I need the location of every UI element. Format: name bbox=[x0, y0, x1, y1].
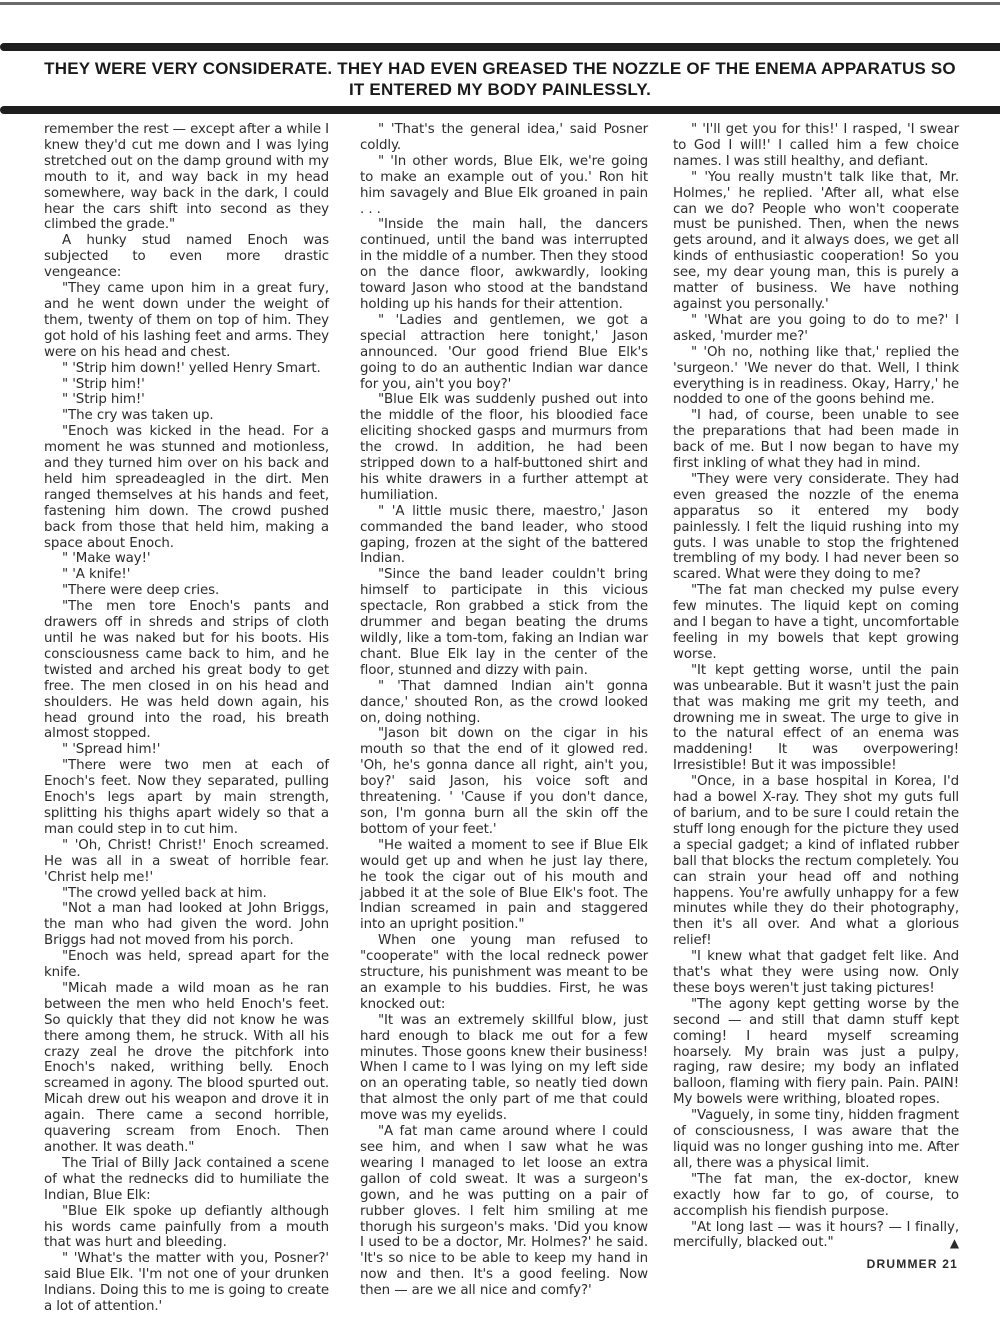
paragraph: " 'Ladies and gentlemen, we got a special attraction here tonight,' Jason announced. 'Our good friend Blue Elk's going to do an authentic Indian war dance for you, ain't you boy?' bbox=[360, 312, 648, 392]
page-folio: DRUMMER 21 bbox=[866, 1257, 958, 1271]
paragraph: " 'What are you going to do to me?' I asked, 'murder me?' bbox=[673, 312, 959, 344]
paragraph: " 'Oh, Christ! Christ!' Enoch screamed. He was all in a sweat of horrible fear. 'Christ help me!' bbox=[44, 837, 329, 885]
top-rule bbox=[0, 2, 1000, 5]
paragraph: "The men tore Enoch's pants and drawers off in shreds and strips of cloth until he was naked but for his boots. His consciousness came back to him, and he twisted and arched his great body to get free. The men closed in on his head and shoulders. He was held down again, his head ground into the road, his breath almost stopped. bbox=[44, 599, 329, 742]
paragraph: " 'A knife!' bbox=[62, 567, 131, 583]
paragraph: "They were very considerate. They had even greased the nozzle of the enema apparatus so it entered my body painlessly. I felt the liquid rushing into my guts. I was unable to stop the frightened trembling of my body. I had never been so scared. What were they doing to me? bbox=[673, 471, 959, 583]
paragraph: "There were deep cries. bbox=[62, 583, 220, 599]
paragraph: "I knew what that gadget felt like. And that's what they were using now. Only these boys weren't just taking pictures! bbox=[673, 949, 959, 996]
paragraph: "Once, in a base hospital in Korea, I'd had a bowel X-ray. They shot my guts full of barium, and to be sure I could retain the stuff long enough for the picture they used a special gadget; a kind of inflated rubber ball that blocks the rectum completely. You can strain your head off and nothing happens. You're awfully unhappy for a few minutes while they do their photography, then it's all over. And what a glorious relief! bbox=[673, 774, 959, 949]
text-column-2 bbox=[360, 122, 648, 1299]
text-column-1 bbox=[44, 122, 329, 1315]
paragraph: " 'You really mustn't talk like that, Mr. Holmes,' he replied. 'After all, what else can we do? People who won't cooperate must be punished. Then, when the news gets around, and it always does, we get all kinds of enthusiastic cooperation! So you see, my dear young man, this is purely a matter of business. We have nothing against you personally.' bbox=[673, 169, 959, 312]
paragraph: "A fat man came around where I could see him, and when I saw what he was wearing I managed to let loose an extra gallon of cold sweat. It was a surgeon's gown, and he was putting on a pair of rubber gloves. I felt him smiling at me thorugh his surgeon's maks. 'Did you know I used to be a doctor, Mr. Holmes?' he said. 'It's so nice to be able to keep my hand in now and then. It's a good feeling. Now then — are we all nice and comfy?' bbox=[360, 1124, 648, 1299]
paragraph: remember the rest — except after a while I knew they'd cut me down and I was lying stretched out on the damp ground with my mouth to it, and way back in my head somewhere, way back in the dark, I could hear the cars shift into second as they climbed the grade." bbox=[44, 122, 329, 233]
paragraph: " 'What's the matter with you, Posner?' said Blue Elk. 'I'm not one of your drunken Indians. Doing this to me is going to create a lot of attention.' bbox=[44, 1251, 329, 1315]
paragraph: When one young man refused to "cooperate" with the local redneck power structure, his punishment was meant to be an example to his buddies. First, he was knocked out: bbox=[360, 933, 648, 1012]
paragraph: "There were two men at each of Enoch's feet. Now they separated, pulling Enoch's legs apart by main strength, splitting his thighs apart widely so that a man could step in to cut him. bbox=[44, 758, 329, 837]
paragraph: "Blue Elk was suddenly pushed out into the middle of the floor, his bloodied face eliciting shocked gasps and murmurs from the crowd. In addition, he had been stripped down to a half-buttoned shirt and his white drawers in a further attempt at humiliation. bbox=[360, 392, 648, 503]
paragraph: "Jason bit down on the cigar in his mouth so that the end of it glowed red. 'Oh, he's gonna dance all right, ain't you, boy?' said Jason, his voice soft and threatening. ' 'Cause if you don't dance, son, I'm gonna burn all the skin off the bottom of your feet.' bbox=[360, 726, 648, 837]
paragraph: "He waited a moment to see if Blue Elk would get up and when he just lay there, he took the cigar out of his mouth and jabbed it at the sole of Blue Elk's foot. The Indian screamed in pain and staggered into an upright position." bbox=[360, 837, 648, 933]
paragraph: "Micah made a wild moan as he ran between the men who held Enoch's feet. So quickly that they did not know he was there among them, he struck. With all his crazy zeal he drove the pitchfork into Enoch's naked, writhing belly. Enoch screamed in agony. The blood spurted out. Micah drew out his weapon and drove it in again. There came a second horrible, quavering scream from Enoch. Then another. It was death." bbox=[44, 980, 329, 1155]
paragraph: A hunky stud named Enoch was subjected to even more drastic vengeance: bbox=[44, 233, 329, 281]
paragraph: " 'That damned Indian ain't gonna dance,' shouted Ron, as the crowd looked on, doing nothing. bbox=[360, 678, 648, 726]
pull-quote-rule-top bbox=[0, 43, 1000, 51]
paragraph: " 'Strip him!' bbox=[62, 392, 145, 408]
pull-quote: THEY WERE VERY CONSIDERATE. THEY HAD EVEN GREASED THE NOZZLE OF THE ENEMA APPARATUS SO IT ENTERED MY BODY PAINLESSLY. bbox=[44, 59, 956, 99]
pull-quote-rule-bottom bbox=[0, 106, 1000, 114]
paragraph: " 'A little music there, maestro,' Jason commanded the band leader, who stood gaping, frozen at the sight of the battered Indian. bbox=[360, 503, 648, 567]
paragraph: "Enoch was kicked in the head. For a moment he was stunned and motionless, and they turned him over on his back and held him spreadeagled in the dirt. Men ranged themselves at his hands and feet, fastening him down. The crowd pushed back from those that held him, making a space about Enoch. bbox=[44, 424, 329, 551]
paragraph: " 'I'll get you for this!' I rasped, 'I swear to God I will!' I called him a few choice names. I was still healthy, and defiant. bbox=[673, 122, 959, 169]
paragraph: "They came upon him in a great fury, and he went down under the weight of them, twenty of them on top of him. They got hold of his lashing feet and arms. They were on his head and chest. bbox=[44, 281, 329, 360]
paragraph: "The agony kept getting worse by the second — and still that damn stuff kept coming! I heard myself screaming hoarsely. My brain was just a pulpy, raging, raw desire; my body an inflated balloon, flaming with fiery pain. Pain. PAIN! My bowels were writhing, bloated ropes. bbox=[673, 996, 959, 1108]
end-mark-triangle-icon: ▲ bbox=[949, 1236, 959, 1251]
paragraph: " 'Spread him!' bbox=[62, 742, 161, 758]
paragraph: "It kept getting worse, until the pain was unbearable. But it wasn't just the pain that was making me grit my teeth, and drowning me in sweat. The urge to give in to the natural effect of an enema was maddening! It was overpowering! Irresistible! But it was impossible! bbox=[673, 662, 959, 774]
paragraph-text: "At long last — was it hours? — I finally, mercifully, blacked out." bbox=[673, 1219, 959, 1251]
paragraph: " 'Oh no, nothing like that,' replied the 'surgeon.' 'We never do that. Well, I think everything is in readiness. Okay, Harry,' he nodded to one of the goons behind me. bbox=[673, 344, 959, 408]
paragraph: The Trial of Billy Jack contained a scene of what the rednecks did to humiliate the Indian, Blue Elk: bbox=[44, 1155, 329, 1203]
paragraph: " 'In other words, Blue Elk, we're going to make an example out of you.' Ron hit him savagely and Blue Elk groaned in pain . . . bbox=[360, 153, 648, 217]
paragraph: "The crowd yelled back at him. bbox=[62, 885, 267, 901]
paragraph-final bbox=[673, 1220, 959, 1252]
paragraph: " 'Strip him down!' yelled Henry Smart. bbox=[62, 360, 321, 376]
paragraph: "The fat man, the ex-doctor, knew exactly how far to go, of course, to accomplish his fiendish purpose. bbox=[673, 1171, 959, 1219]
paragraph: "Inside the main hall, the dancers continued, until the band was interrupted in the middle of a number. Then they stood on the dance floor, awkwardly, looking toward Jason who stood at the bandstand holding up his hands for their attention. bbox=[360, 217, 648, 312]
paragraph: "Vaguely, in some tiny, hidden fragment of consciousness, I was aware that the liquid was no longer gushing into me. After all, there was a physical limit. bbox=[673, 1108, 959, 1171]
paragraph: "Enoch was held, spread apart for the knife. bbox=[44, 949, 329, 981]
text-column-3 bbox=[673, 122, 959, 1252]
paragraph: " 'That's the general idea,' said Posner coldly. bbox=[360, 122, 648, 153]
paragraph: "The fat man checked my pulse every few minutes. The liquid kept on coming and I began to have a tight, uncomfortable feeling in my bowels that kept growing worse. bbox=[673, 583, 959, 662]
paragraph: " 'Make way!' bbox=[62, 551, 151, 567]
paragraph: "Not a man had looked at John Briggs, the man who had given the word. John Briggs had not moved from his porch. bbox=[44, 901, 329, 949]
paragraph: " 'Strip him!' bbox=[62, 376, 145, 392]
paragraph: "It was an extremely skillful blow, just hard enough to black me out for a few minutes. Those goons knew their business! When I came to I was lying on my left side on an operating table, so neatly tied down that almost the only part of me that could move was my eyelids. bbox=[360, 1012, 648, 1124]
paragraph: "Since the band leader couldn't bring himself to participate in this vicious spectacle, Ron grabbed a stick from the drummer and began beating the drums wildly, like a tom-tom, faking an Indian war chant. Blue Elk lay in the center of the floor, stunned and dizzy with pain. bbox=[360, 567, 648, 678]
paragraph: "Blue Elk spoke up defiantly although his words came painfully from a mouth that was hurt and bleeding. bbox=[44, 1203, 329, 1251]
paragraph: "The cry was taken up. bbox=[62, 408, 214, 424]
paragraph: "I had, of course, been unable to see the preparations that had been made in back of me. But I now began to have my first inkling of what they had in mind. bbox=[673, 408, 959, 472]
